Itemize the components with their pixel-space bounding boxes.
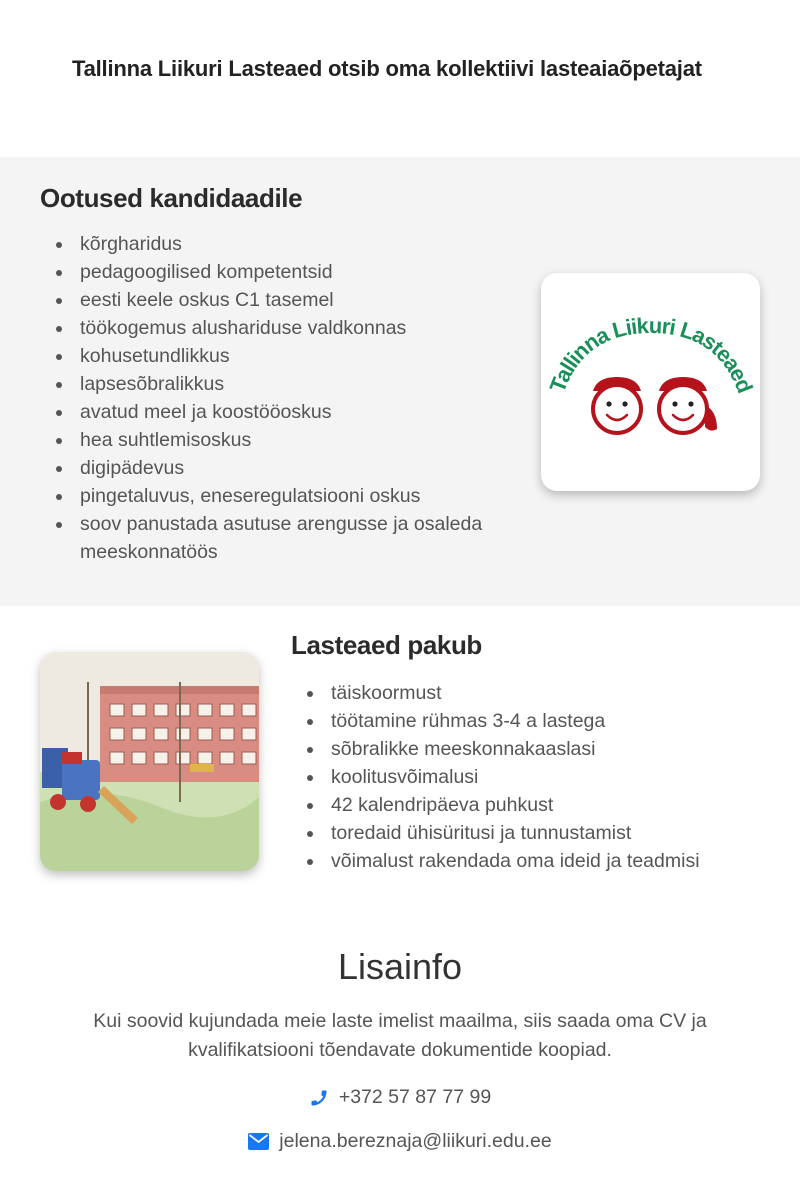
phone-link[interactable] <box>0 1086 800 1109</box>
header <box>0 0 800 157</box>
girl-face-icon <box>659 377 717 433</box>
list-item: täiskoormust <box>291 679 771 707</box>
email-link[interactable] <box>0 1130 800 1153</box>
email-address: jelena.bereznaja@liikuri.edu.ee <box>279 1130 552 1152</box>
phone-number: +372 57 87 77 99 <box>338 1086 492 1108</box>
list-item: võimalust rakendada oma ideid ja teadmisi <box>291 847 771 875</box>
logo-text: Tallinna Liikuri Lasteaed <box>544 312 758 396</box>
svg-text:Tallinna Liikuri Lasteaed <box>545 313 758 396</box>
list-item: kõrgharidus <box>40 230 510 258</box>
offer-section <box>0 606 800 906</box>
info-section <box>0 906 800 1190</box>
list-item: 42 kalendripäeva puhkust <box>291 791 771 819</box>
info-text: Kui soovid kujundada meie laste imelist maailma, siis saada oma CV ja kvalifikatsiooni tõendavate dokumentide koopiad. <box>93 1010 707 1061</box>
list-item: kohusetundlikkus <box>40 342 510 370</box>
list-item: lapsesõbralikkus <box>40 370 510 398</box>
list-item: töökogemus alushariduse valdkonnas <box>40 314 510 342</box>
envelope-icon <box>248 1133 269 1150</box>
list-item: toredaid ühisüritusi ja tunnustamist <box>291 819 771 847</box>
expectations-heading: Ootused kandidaadile <box>40 183 303 213</box>
list-item: koolitusvõimalusi <box>291 763 771 791</box>
offer-list <box>291 679 771 875</box>
list-item: hea suhtlemisoskus <box>40 426 510 454</box>
expectations-list <box>40 230 510 566</box>
building-drawing <box>40 652 259 871</box>
offer-heading: Lasteaed pakub <box>291 630 482 660</box>
list-item: soov panustada asutuse arengusse ja osaleda meeskonnatöös <box>40 510 510 566</box>
boy-face-icon <box>593 377 641 433</box>
list-item: sõbralikke meeskonnakaaslasi <box>291 735 771 763</box>
kindergarten-logo <box>541 273 760 491</box>
info-heading: Lisainfo <box>337 946 463 987</box>
list-item: digipädevus <box>40 454 510 482</box>
kindergarten-building-illustration <box>40 652 259 871</box>
list-item: pingetaluvus, eneseregulatsiooni oskus <box>40 482 510 510</box>
expectations-section <box>0 157 800 606</box>
phone-icon <box>309 1088 329 1108</box>
list-item: avatud meel ja koostööoskus <box>40 398 510 426</box>
page-title: Tallinna Liikuri Lasteaed otsib oma kollektiivi lasteaiaõpetajat <box>72 56 702 81</box>
list-item: töötamine rühmas 3-4 a lastega <box>291 707 771 735</box>
list-item: pedagoogilised kompetentsid <box>40 258 510 286</box>
list-item: eesti keele oskus C1 tasemel <box>40 286 510 314</box>
logo-graphic <box>541 273 760 491</box>
